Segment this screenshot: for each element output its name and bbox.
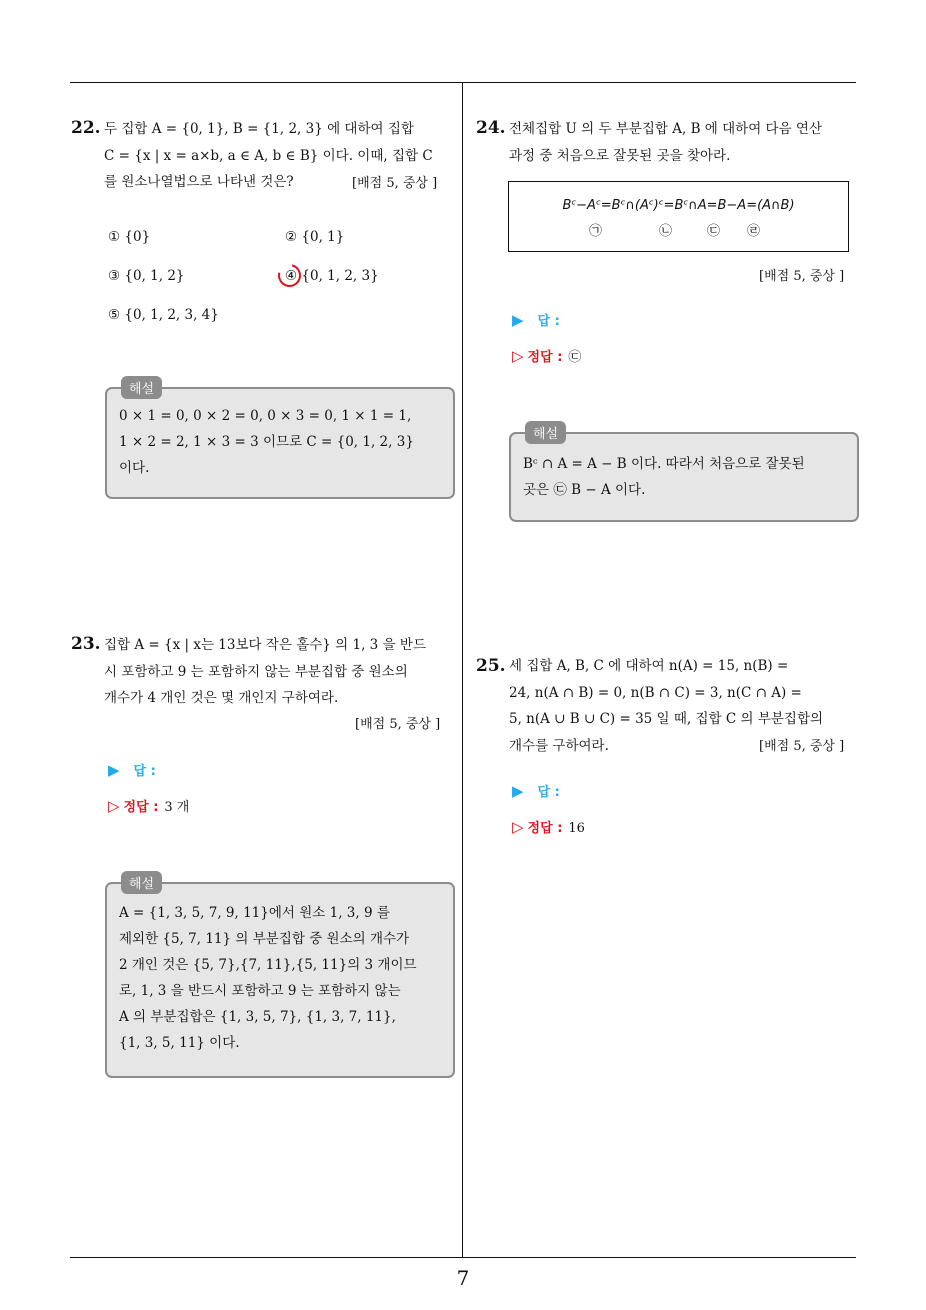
choice-5[interactable]: ⑤ {0, 1, 2, 3, 4} (108, 307, 219, 323)
question-24-text (509, 116, 857, 169)
question-25-line: 24, n(A ∩ B) = 0, n(B ∩ C) = 3, n(C ∩ A) = (509, 684, 802, 701)
outline-triangle-icon: ▷ (108, 797, 120, 815)
explanation-box-22 (105, 382, 455, 499)
explanation-line: {1, 3, 5, 11} 이다. (119, 1035, 240, 1051)
answer-label: 답 : (537, 785, 560, 800)
correct-value: 16 (568, 821, 585, 836)
explanation-line: 2 개인 것은 {5, 7},{7, 11},{5, 11}의 3 개이므 (119, 957, 417, 973)
question-25-number: 25. (476, 656, 506, 676)
question-23-line: 개수가 4 개인 것은 몇 개인지 구하여라. (104, 690, 339, 706)
explanation-text (119, 403, 441, 481)
formula-expression: Bᶜ−Aᶜ=Bᶜ∩(Aᶜ)ᶜ=Bᶜ∩A=B−A=(A∩B) (562, 198, 795, 213)
explanation-line: 곳은 ㉢ B − A 이다. (523, 482, 646, 498)
play-triangle-icon: ▶ (512, 311, 524, 329)
correct-label: 정답 : (527, 350, 563, 365)
explanation-line: 0 × 1 = 0, 0 × 2 = 0, 0 × 3 = 0, 1 × 1 = 1, (119, 408, 412, 424)
bottom-rule (70, 1257, 856, 1258)
question-22-number: 22. (71, 118, 101, 138)
question-22-score: [배점 5, 중상 ] (352, 176, 438, 191)
question-24-score: [배점 5, 중상 ] (759, 269, 845, 284)
explanation-line: A = {1, 3, 5, 7, 9, 11}에서 원소 1, 3, 9 를 (119, 905, 390, 921)
answer-label: 답 : (537, 314, 560, 329)
choice-1[interactable]: ① {0} (108, 229, 151, 245)
play-triangle-icon: ▶ (108, 761, 120, 779)
explanation-line: A 의 부분집합은 {1, 3, 5, 7}, {1, 3, 7, 11}, (119, 1009, 396, 1025)
explanation-text (523, 451, 845, 503)
explanation-tag: 해설 (525, 421, 566, 444)
answer-input-25[interactable] (512, 781, 560, 800)
selected-answer-circle (274, 260, 305, 291)
choice-4[interactable]: ④ {0, 1, 2, 3} (285, 268, 379, 284)
column-divider (462, 83, 463, 1258)
question-23-line: 시 포함하고 9 는 포함하지 않는 부분집합 중 원소의 (104, 663, 408, 680)
question-24-number: 24. (476, 118, 506, 138)
question-22-line: C = {x | x = a×b, a ∈ A, b ∈ B} 이다. 이때, 집합 C (104, 147, 433, 164)
correct-answer-24 (512, 346, 581, 365)
correct-label: 정답 : (123, 800, 159, 815)
choice-2[interactable]: ② {0, 1} (285, 229, 345, 245)
explanation-line: Bᶜ ∩ A = A − B 이다. 따라서 처음으로 잘못된 (523, 456, 805, 472)
question-22-line: 를 원소나열법으로 나타낸 것은? (104, 174, 294, 190)
explanation-box-24 (509, 427, 859, 522)
explanation-text (119, 900, 441, 1056)
question-23-text (104, 632, 454, 712)
question-23-score: [배점 5, 중상 ] (355, 717, 441, 732)
outline-triangle-icon: ▷ (512, 347, 524, 365)
question-25-line: 5, n(A ∪ B ∪ C) = 35 일 때, 집합 C 의 부분집합의 (509, 711, 824, 727)
explanation-box-23 (105, 877, 455, 1078)
choice-3[interactable]: ③ {0, 1, 2} (108, 268, 185, 284)
play-triangle-icon: ▶ (512, 782, 524, 800)
question-23-line: 집합 A = {x | x는 13보다 작은 홀수} 의 1, 3 을 반드 (104, 637, 426, 653)
correct-value: ㉢ (568, 350, 582, 365)
page-number: 7 (456, 1266, 470, 1290)
correct-answer-25 (512, 817, 585, 836)
answer-input-23[interactable] (108, 760, 156, 779)
correct-answer-23 (108, 796, 189, 815)
explanation-line: 로, 1, 3 을 반드시 포함하고 9 는 포함하지 않는 (119, 983, 401, 999)
step-mark-1: ㉠ (589, 224, 603, 239)
explanation-line: 제외한 {5, 7, 11} 의 부분집합 중 원소의 개수가 (119, 931, 410, 947)
explanation-tag: 해설 (121, 871, 162, 894)
question-24-line: 전체집합 U 의 두 부분집합 A, B 에 대하여 다음 연산 (509, 121, 822, 137)
question-23-number: 23. (71, 634, 101, 654)
explanation-tag: 해설 (121, 376, 162, 399)
question-25-line: 개수를 구하여라. (509, 737, 609, 754)
correct-label: 정답 : (527, 821, 563, 836)
outline-triangle-icon: ▷ (512, 818, 524, 836)
step-mark-2: ㉡ (659, 224, 673, 239)
correct-value: 3 개 (164, 800, 190, 815)
step-mark-4: ㉣ (747, 224, 761, 239)
question-22-line: 두 집합 A = {0, 1}, B = {1, 2, 3} 에 대하여 집합 (104, 121, 414, 137)
question-24-line: 과정 중 처음으로 잘못된 곳을 찾아라. (509, 147, 731, 164)
top-rule (70, 82, 856, 83)
question-25-line: 세 집합 A, B, C 에 대하여 n(A) = 15, n(B) = (509, 658, 789, 674)
question-25-score: [배점 5, 중상 ] (759, 739, 845, 754)
answer-label: 답 : (133, 764, 156, 779)
answer-input-24[interactable] (512, 310, 560, 329)
step-mark-3: ㉢ (707, 224, 721, 239)
explanation-line: 1 × 2 = 2, 1 × 3 = 3 이므로 C = {0, 1, 2, 3} (119, 434, 414, 450)
formula-box (508, 181, 849, 252)
explanation-line: 이다. (119, 460, 150, 476)
